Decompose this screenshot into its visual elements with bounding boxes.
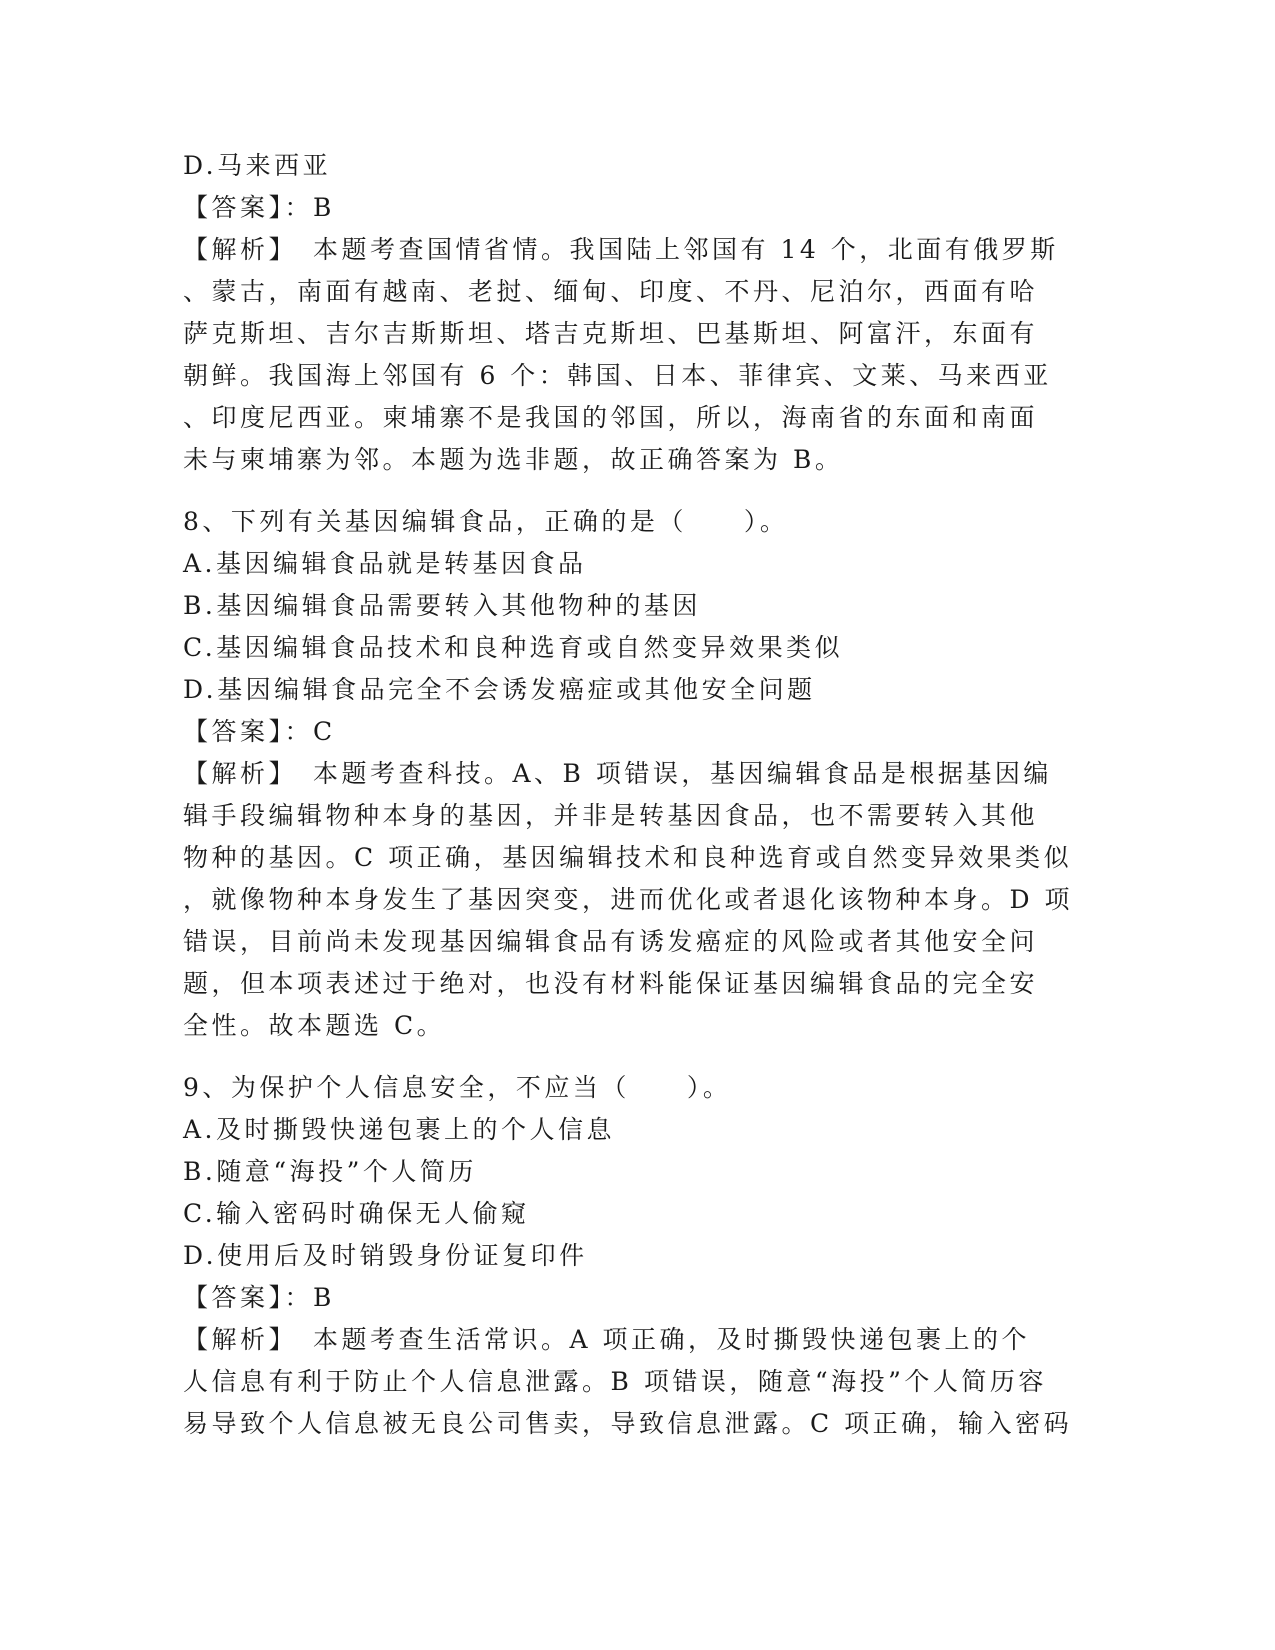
question-stem: 9、为保护个人信息安全，不应当（ ）。: [183, 1073, 732, 1102]
answer: 【答案】：C: [183, 717, 336, 746]
analysis-line: 、蒙古，南面有越南、老挝、缅甸、印度、不丹、尼泊尔，西面有哈: [183, 277, 1039, 306]
analysis-line: 题，但本项表述过于绝对，也没有材料能保证基因编辑食品的完全安: [183, 969, 1039, 998]
analysis-line: 物种的基因。C 项正确，基因编辑技术和良种选育或自然变异效果类似: [183, 843, 1073, 872]
document-page: [183, 145, 1073, 1445]
analysis-line: 未与柬埔寨为邻。本题为选非题，故正确答案为 B。: [183, 445, 844, 474]
analysis-line: 人信息有利于防止个人信息泄露。B 项错误，随意“海投”个人简历容: [183, 1367, 1047, 1396]
question-7-tail: [183, 145, 1063, 481]
option-b: B.随意“海投”个人简历: [183, 1157, 477, 1186]
question-8: [183, 501, 1073, 1047]
option-c: C.输入密码时确保无人偷窥: [183, 1199, 530, 1228]
analysis-line: 【解析】 本题考查国情省情。我国陆上邻国有 14 个，北面有俄罗斯: [183, 235, 1059, 264]
analysis-line: 错误，目前尚未发现基因编辑食品有诱发癌症的风险或者其他安全问: [183, 927, 1039, 956]
analysis: [183, 229, 1063, 481]
option-a: A.及时撕毁快递包裹上的个人信息: [183, 1115, 616, 1144]
question-stem: 8、下列有关基因编辑食品，正确的是（ ）。: [183, 507, 789, 536]
option-d: D.马来西亚: [183, 151, 332, 180]
option-c: C.基因编辑食品技术和良种选育或自然变异效果类似: [183, 633, 844, 662]
answer: 【答案】：B: [183, 193, 335, 222]
analysis-line: ，就像物种本身发生了基因突变，进而优化或者退化该物种本身。D 项: [183, 885, 1073, 914]
analysis: [183, 753, 1073, 1047]
analysis-line: 【解析】 本题考查科技。A、B 项错误，基因编辑食品是根据基因编: [183, 759, 1052, 788]
option-d: D.基因编辑食品完全不会诱发癌症或其他安全问题: [183, 675, 816, 704]
analysis-line: 萨克斯坦、吉尔吉斯斯坦、塔吉克斯坦、巴基斯坦、阿富汗，东面有: [183, 319, 1039, 348]
analysis-line: 【解析】 本题考查生活常识。A 项正确，及时撕毁快递包裹上的个: [183, 1325, 1031, 1354]
option-a: A.基因编辑食品就是转基因食品: [183, 549, 587, 578]
spacer: [183, 1047, 1063, 1067]
question-9: [183, 1067, 1073, 1445]
analysis-line: 朝鲜。我国海上邻国有 6 个：韩国、日本、菲律宾、文莱、马来西亚: [183, 361, 1052, 390]
analysis-line: 全性。故本题选 C。: [183, 1011, 446, 1040]
option-d: D.使用后及时销毁身份证复印件: [183, 1241, 588, 1270]
spacer: [183, 481, 1063, 501]
option-b: B.基因编辑食品需要转入其他物种的基因: [183, 591, 701, 620]
analysis-line: 易导致个人信息被无良公司售卖，导致信息泄露。C 项正确，输入密码: [183, 1409, 1073, 1438]
analysis: [183, 1319, 1073, 1445]
analysis-line: 、印度尼西亚。柬埔寨不是我国的邻国，所以，海南省的东面和南面: [183, 403, 1039, 432]
analysis-line: 辑手段编辑物种本身的基因，并非是转基因食品，也不需要转入其他: [183, 801, 1039, 830]
answer: 【答案】：B: [183, 1283, 335, 1312]
